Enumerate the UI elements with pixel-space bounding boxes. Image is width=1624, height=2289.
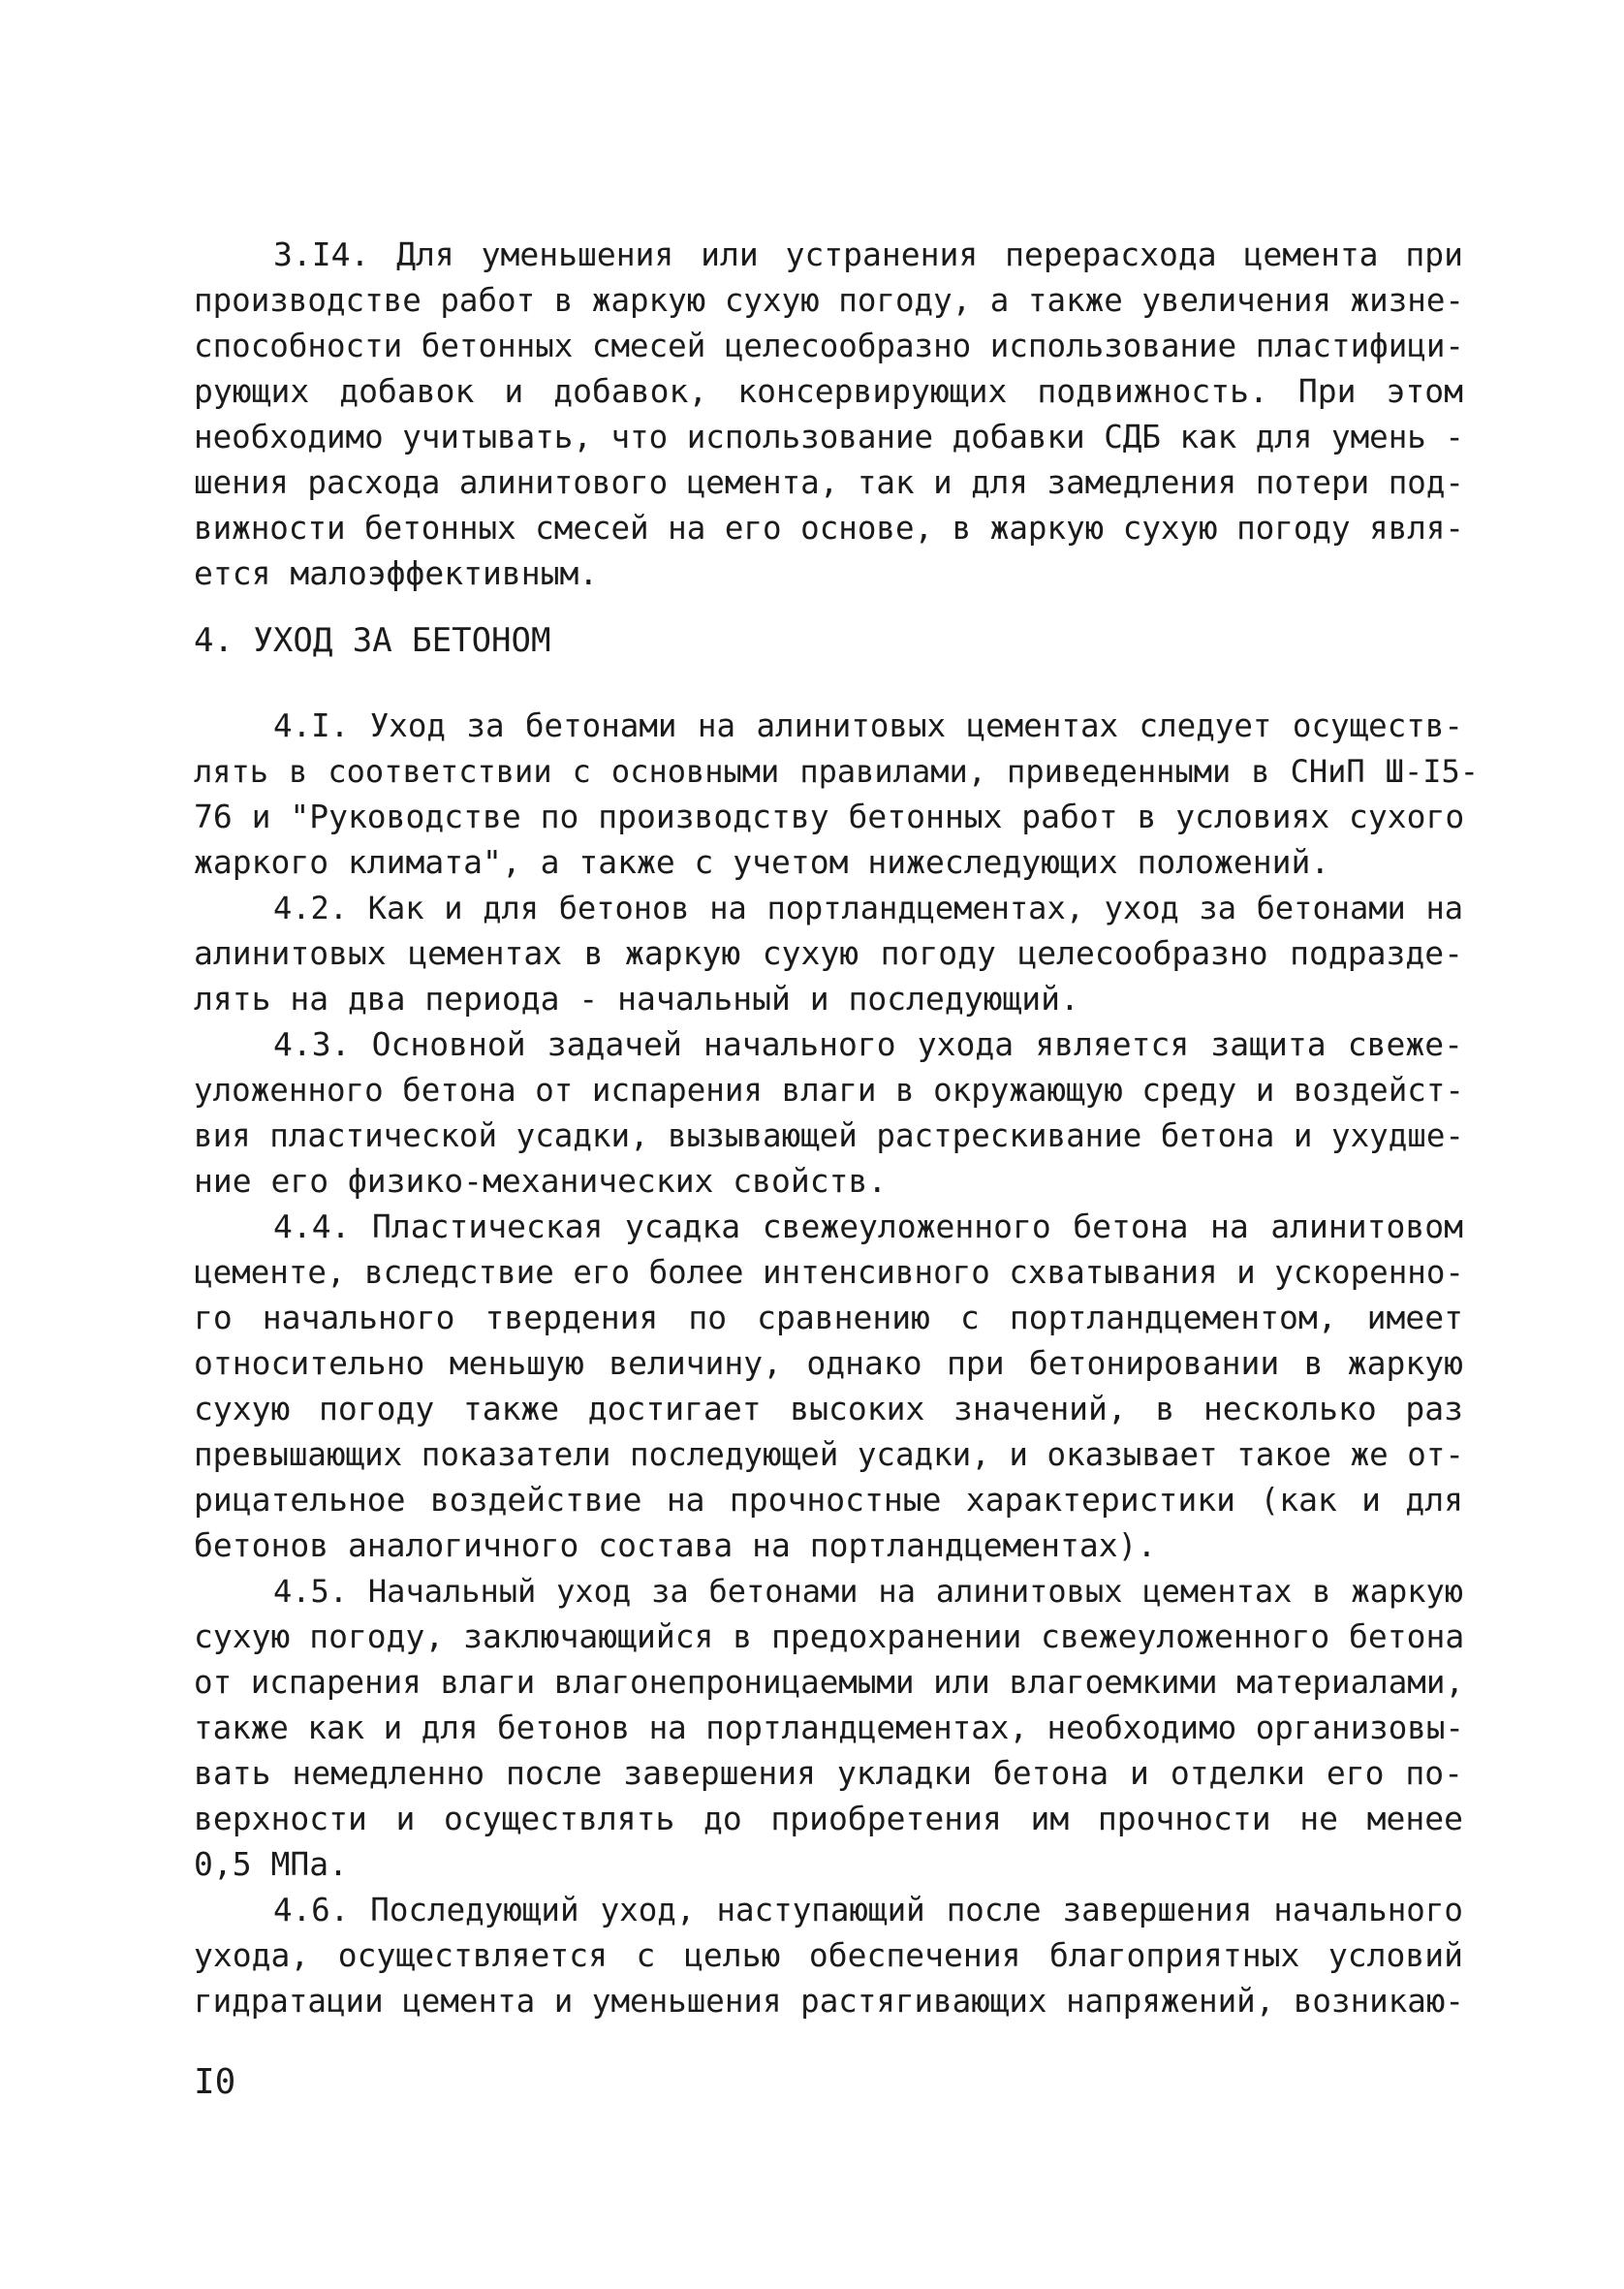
text-line: лять в соответствии с основными правилами, приведенными в СНиП Ш-I5-	[194, 753, 1479, 790]
text-line: 4.I. Уход за бетонами на алинитовых цементах следует осуществ-	[273, 707, 1463, 744]
text-line: сухую погоду, заключающийся в предохранении свежеуложенного бетона	[194, 1617, 1465, 1655]
text-line: от испарения влаги влагонепроницаемыми или влагоемкими материалами,	[194, 1664, 1464, 1701]
text-line: превышающих показатели последующей усадки, и оказывает такое же от-	[194, 1436, 1464, 1473]
text-line: го начального твердения по сравнению с портландцементом, имеет	[194, 1299, 1463, 1336]
text-line: вать немедленно после завершения укладки бетона и отделки его по-	[194, 1754, 1463, 1792]
text-line: ние его физико-механических свойств.	[194, 1162, 888, 1200]
text-line: относительно меньшую величину, однако при бетонировании в жаркую	[194, 1344, 1463, 1382]
text-line: способности бетонных смесей целесообразно использование пластифици-	[194, 328, 1464, 364]
text-line: ется малоэффективным.	[194, 554, 599, 592]
text-line: цементе, вследствие его более интенсивного схватывания и ускоренно-	[194, 1254, 1464, 1291]
text-line: 3.I4. Для уменьшения или устранения перерасхода цемента при	[273, 235, 1463, 273]
text-line: 0,5 МПа.	[194, 1845, 348, 1883]
text-line: производстве работ в жаркую сухую погоду, а также увеличения жизне-	[194, 282, 1464, 319]
section-heading: 4. УХОД ЗА БЕТОНОМ	[194, 621, 551, 660]
text-line: шения расхода алинитового цемента, так и для замедления потери под-	[194, 464, 1464, 501]
text-line: 4.4. Пластическая усадка свежеуложенного бетона на алинитовом	[273, 1207, 1463, 1245]
text-line: 4.5. Начальный уход за бетонами на алинитовых цементах в жаркую	[273, 1573, 1463, 1610]
text-line: жаркого климата", а также с учетом нижеследующих положений.	[194, 843, 1330, 881]
page-number: I0	[194, 2062, 236, 2102]
text-line: алинитовых цементах в жаркую сухую погоду целесообразно подразде-	[194, 934, 1463, 972]
text-line: 4.3. Основной задачей начального ухода является защита свеже-	[273, 1025, 1463, 1063]
text-line: вижности бетонных смесей на его основе, в жаркую сухую погоду явля-	[194, 510, 1464, 547]
text-line: уложенного бетона от испарения влаги в окружающую среду и воздейст-	[194, 1072, 1464, 1109]
text-line: рующих добавок и добавок, консервирующих подвижность. При этом	[194, 372, 1463, 410]
text-line: необходимо учитывать, что использование добавки СДБ как для умень -	[194, 419, 1464, 455]
text-line: гидратации цемента и уменьшения растягивающих напряжений, возникаю-	[194, 1983, 1464, 2020]
text-line: 4.6. Последующий уход, наступающий после завершения начального	[273, 1892, 1463, 1928]
text-line: ухода, осуществляется с целью обеспечения благоприятных условий	[194, 1936, 1463, 1974]
text-line: верхности и осуществлять до приобретения им прочности не менее	[194, 1800, 1463, 1837]
text-line: бетонов аналогичного состава на портландцементах).	[194, 1526, 1157, 1564]
text-line: также как и для бетонов на портландцементах, необходимо организовы-	[194, 1709, 1464, 1746]
text-line: 76 и "Руководстве по производству бетонных работ в условиях сухого	[194, 798, 1465, 835]
text-line: сухую погоду также достигает высоких значений, в несколько раз	[194, 1390, 1463, 1427]
text-line: лять на два периода - начальный и последующий.	[194, 980, 1079, 1018]
text-line: 4.2. Как и для бетонов на портландцементах, уход за бетонами на	[273, 890, 1463, 926]
text-line: вия пластической усадки, вызывающей растрескивание бетона и ухудше-	[194, 1117, 1464, 1154]
text-line: рицательное воздействие на прочностные характеристики (как и для	[194, 1481, 1463, 1519]
